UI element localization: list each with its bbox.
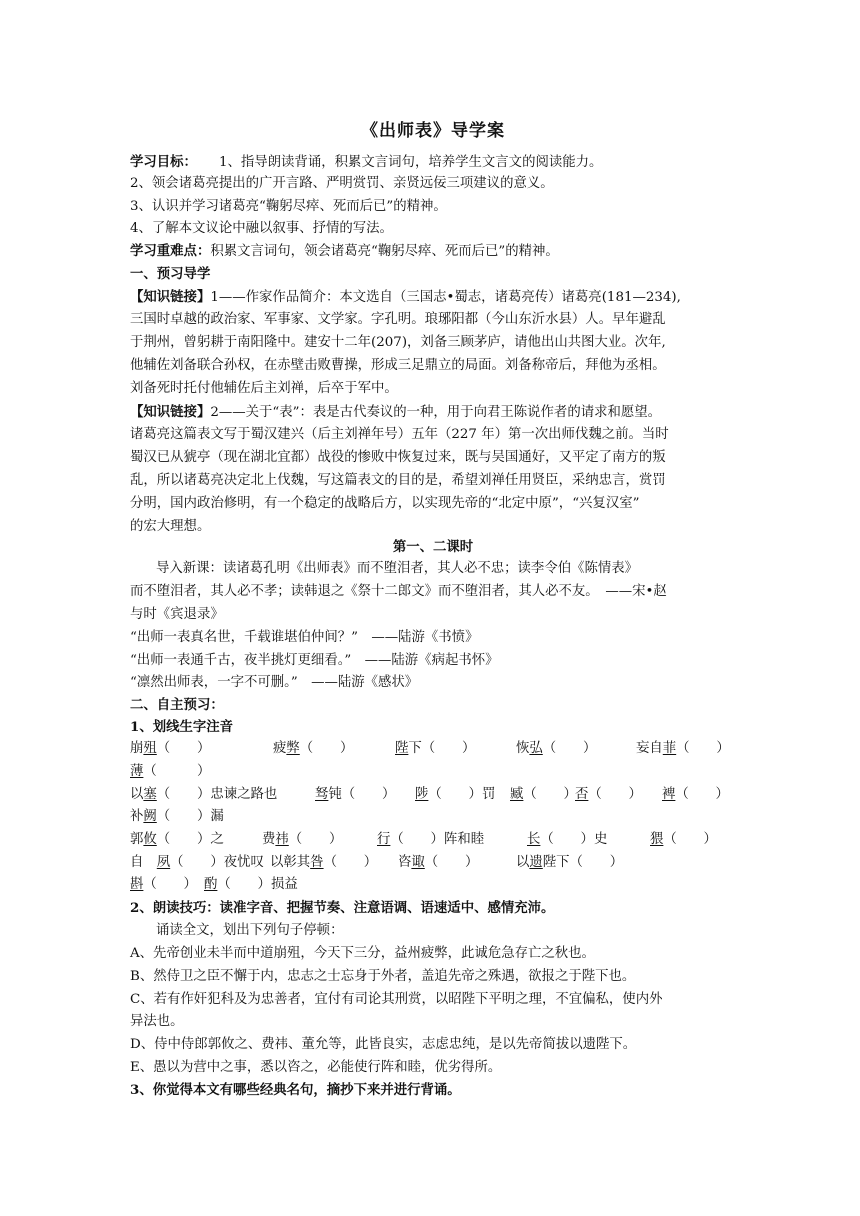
pinyin-blank[interactable]: （ ） xyxy=(676,741,730,756)
knowledge-link-line: 他辅佐刘备联合孙权，在赤壁击败曹操，形成三足鼎立的局面。刘备称帝后，拜他为丞相。 xyxy=(130,358,666,373)
underlined-character: 陛 xyxy=(395,741,409,756)
underlined-character: 遗 xyxy=(529,855,543,870)
underlined-character: 驽 xyxy=(315,787,329,802)
pinyin-blank[interactable]: （ ） xyxy=(156,741,211,756)
pinyin-item xyxy=(130,874,197,896)
objective-item: 4、了解本文议论中融以叙事、抒情的写法。 xyxy=(130,221,393,236)
key-points-label: 学习重难点： xyxy=(130,243,211,259)
pinyin-blank[interactable]: （ ） xyxy=(288,832,343,847)
knowledge-link-line: 乱，所以诸葛亮决定北上伐魏，写这篇表文的目的是，希望刘禅任用贤臣，采纳忠言，赏罚 xyxy=(130,473,666,488)
underlined-character: 攸 xyxy=(143,832,157,847)
pinyin-blank[interactable]: （ ）阵和睦 xyxy=(390,832,485,847)
underlined-character: 祎 xyxy=(275,832,289,847)
pinyin-context: 自 xyxy=(130,855,157,870)
underlined-character: 斟 xyxy=(130,877,144,892)
pinyin-item xyxy=(273,738,353,760)
pinyin-blank[interactable]: （ ） xyxy=(143,877,197,892)
pinyin-item xyxy=(650,829,717,851)
pinyin-item xyxy=(130,829,224,851)
pinyin-item xyxy=(415,784,495,806)
pinyin-blank[interactable]: （ ）忠谏之路也 xyxy=(156,787,278,802)
pinyin-blank[interactable]: （ ）史 xyxy=(540,832,608,847)
underlined-character: 长 xyxy=(527,832,541,847)
pinyin-item xyxy=(395,738,475,760)
knowledge-link-line: 分明，国内政治修明，有一个稳定的战略后方，以实现先帝的“北定中原”，“兴复汉室” xyxy=(130,496,640,511)
pinyin-blank[interactable]: （ ） xyxy=(323,855,378,870)
pinyin-context: 恢 xyxy=(516,741,530,756)
section-heading: 一、预习导学 xyxy=(130,266,211,282)
pinyin-item xyxy=(262,829,342,851)
pinyin-context: 妄自 xyxy=(636,741,663,756)
pinyin-item xyxy=(130,852,264,874)
objective-item: 1、指导朗读背诵，积累文言词句，培养学生文言文的阅读能力。 xyxy=(218,155,603,170)
pinyin-blank[interactable]: （ ）漏 xyxy=(156,809,224,824)
objective-item: 3、认识并学习诸葛亮“鞠躬尽瘁、死而后已”的精神。 xyxy=(130,199,447,214)
sentence: A、先帝创业未半而中道崩殂，今天下三分，益州疲弊，此诚危急存亡之秋也。 xyxy=(130,946,595,961)
underlined-character: 猥 xyxy=(650,832,664,847)
underlined-character: 夙 xyxy=(156,855,171,870)
underlined-character: 阙 xyxy=(143,809,157,824)
pinyin-item xyxy=(516,852,623,874)
pinyin-blank[interactable]: 钝（ ） xyxy=(328,787,396,802)
underlined-character: 臧 xyxy=(510,787,524,802)
objective-item: 2、领会诸葛亮提出的广开言路、严明赏罚、亲贤远佞三项建议的意义。 xyxy=(130,176,554,191)
pinyin-item xyxy=(130,738,210,760)
intro-line: 与时《宾退录》 xyxy=(130,607,224,622)
sentence: D、侍中侍郎郭攸之、费祎、董允等，此皆良实，志虑忠纯，是以先帝简拔以遗陛下。 xyxy=(130,1037,637,1052)
knowledge-link-line: 三国时卓越的政治家、军事家、文学家。字孔明。琅琊阳都（今山东沂水县）人。早年避乱 xyxy=(130,312,666,327)
intro-line: 导入新课：读诸葛孔明《出师表》而不堕泪者，其人必不忠；读李令伯《陈情表》 xyxy=(156,561,639,576)
pinyin-item xyxy=(516,738,596,760)
pinyin-item xyxy=(315,784,395,806)
pinyin-context: 郭 xyxy=(130,832,144,847)
pinyin-blank[interactable]: （ ） xyxy=(588,787,642,802)
underlined-character: 塞 xyxy=(143,787,157,802)
underlined-character: 否 xyxy=(575,787,589,802)
knowledge-link-line: 于荆州，曾躬耕于南阳隆中。建安十二年(207)，刘备三顾茅庐，请他出山共图大业。次年, xyxy=(130,335,666,350)
pinyin-item xyxy=(204,874,298,896)
pinyin-context: 以彰其 xyxy=(270,855,311,870)
instruction: 诵读全文，划出下列句子停顿： xyxy=(156,923,344,938)
pinyin-item xyxy=(575,784,642,806)
knowledge-link-label: 【知识链接】 xyxy=(130,289,211,305)
intro-line: 而不堕泪者，其人必不孝；读韩退之《祭十二郎文》而不堕泪者，其人必不友。 ——宋•赵 xyxy=(130,584,667,599)
underlined-character: 薄 xyxy=(130,764,144,779)
knowledge-link-line: 诸葛亮这篇表文写于蜀汉建兴（后主刘禅年号）五年（227 年）第一次出师伐魏之前。当时 xyxy=(130,427,669,442)
underlined-character: 弘 xyxy=(529,741,543,756)
pinyin-blank[interactable]: （ ） xyxy=(143,764,211,779)
underlined-character: 弊 xyxy=(286,741,300,756)
section-heading: 二、自主预习： xyxy=(130,697,224,713)
pinyin-context: 疲 xyxy=(273,741,287,756)
underlined-character: 殂 xyxy=(143,741,157,756)
pinyin-blank[interactable]: （ ）罚 xyxy=(428,787,496,802)
pinyin-item xyxy=(377,829,484,851)
objective-line-1 xyxy=(130,151,736,174)
knowledge-link-line: 蜀汉已从猇亭（现在湖北宜都）战役的惨败中恢复过来，既与吴国通好，又平定了南方的叛 xyxy=(130,450,666,465)
pinyin-context: 补 xyxy=(130,809,144,824)
pinyin-item xyxy=(510,784,577,806)
pinyin-blank[interactable]: （ ） xyxy=(523,787,577,802)
pinyin-item xyxy=(130,806,224,828)
pinyin-blank[interactable]: （ ） xyxy=(542,741,597,756)
key-points xyxy=(130,240,736,263)
pinyin-context: 崩 xyxy=(130,741,144,756)
pinyin-item xyxy=(636,738,730,760)
question-heading: 3、你觉得本文有哪些经典名句，摘抄下来并进行背诵。 xyxy=(130,1082,461,1098)
pinyin-blank[interactable]: （ ） xyxy=(675,787,729,802)
underlined-character: 陟 xyxy=(415,787,429,802)
question-heading: 2、朗读技巧：读准字音、把握节奏、注意语调、语速适中、感情充沛。 xyxy=(130,900,555,916)
quote-line: “出师一表通千古，夜半挑灯更细看。” ——陆游《病起书怀》 xyxy=(130,653,499,668)
knowledge-link-line xyxy=(130,286,736,309)
quote-line: “出师一表真名世，千载谁堪伯仲间？” ——陆游《书愤》 xyxy=(130,630,479,645)
pinyin-blank[interactable]: 陛下（ ） xyxy=(542,855,624,870)
pinyin-blank[interactable]: （ ）之 xyxy=(156,832,224,847)
knowledge-link-line xyxy=(130,401,736,424)
pinyin-item xyxy=(527,829,607,851)
knowledge-link-text: 1——作家作品简介：本文选自（三国志•蜀志，诸葛亮传）诸葛亮(181—234), xyxy=(210,290,681,305)
underlined-character: 酌 xyxy=(204,877,218,892)
knowledge-link-line: 的宏大理想。 xyxy=(130,519,211,534)
pinyin-context: 咨 xyxy=(398,855,412,870)
sentence: C、若有作奸犯科及为忠善者，宜付有司论其刑赏，以昭陛下平明之理，不宜偏私，使内外 xyxy=(130,992,663,1007)
underlined-character: 诹 xyxy=(411,855,425,870)
pinyin-item xyxy=(662,784,729,806)
pinyin-item xyxy=(130,784,277,806)
objectives-label: 学习目标： xyxy=(130,154,197,170)
underlined-character: 裨 xyxy=(662,787,676,802)
pinyin-blank[interactable]: （ ） xyxy=(663,832,717,847)
page-title: 《出师表》导学案 xyxy=(361,121,505,141)
pinyin-blank[interactable]: （ ）损益 xyxy=(217,877,298,892)
pinyin-blank[interactable]: （ ）夜忧叹 xyxy=(170,855,264,870)
question-heading: 1、划线生字注音 xyxy=(130,719,234,735)
pinyin-context: 以 xyxy=(130,787,144,802)
knowledge-link-line: 刘备死时托付他辅佐后主刘禅，后卒于军中。 xyxy=(130,381,398,396)
key-points-text: 积累文言词句，领会诸葛亮“鞠躬尽瘁、死而后已”的精神。 xyxy=(210,244,559,259)
sentence: E、愚以为营中之事，悉以咨之，必能使行阵和睦，优劣得所。 xyxy=(130,1060,502,1075)
pinyin-blank[interactable]: （ ） xyxy=(424,855,479,870)
underlined-character: 菲 xyxy=(662,741,677,756)
pinyin-item xyxy=(270,852,377,874)
underlined-character: 咎 xyxy=(310,855,324,870)
pinyin-item xyxy=(398,852,478,874)
pinyin-context: 以 xyxy=(516,855,530,870)
underlined-character: 行 xyxy=(377,832,391,847)
quote-line: “凛然出师表，一字不可删。” ——陆游《感状》 xyxy=(130,675,419,690)
knowledge-link-label: 【知识链接】 xyxy=(130,404,211,420)
pinyin-blank[interactable]: 下（ ） xyxy=(408,741,476,756)
sentence: 异法也。 xyxy=(130,1014,184,1029)
pinyin-context: 费 xyxy=(262,832,276,847)
knowledge-link-text: 2——关于“表”：表是古代奏议的一种，用于向君王陈说作者的请求和愿望。 xyxy=(210,405,662,420)
sentence: B、然侍卫之臣不懈于内，忠志之士忘身于外者，盖追先帝之殊遇，欲报之于陛下也。 xyxy=(130,969,636,984)
pinyin-item xyxy=(130,761,210,783)
pinyin-blank[interactable]: （ ） xyxy=(299,741,354,756)
lesson-heading: 第一、二课时 xyxy=(392,539,474,555)
